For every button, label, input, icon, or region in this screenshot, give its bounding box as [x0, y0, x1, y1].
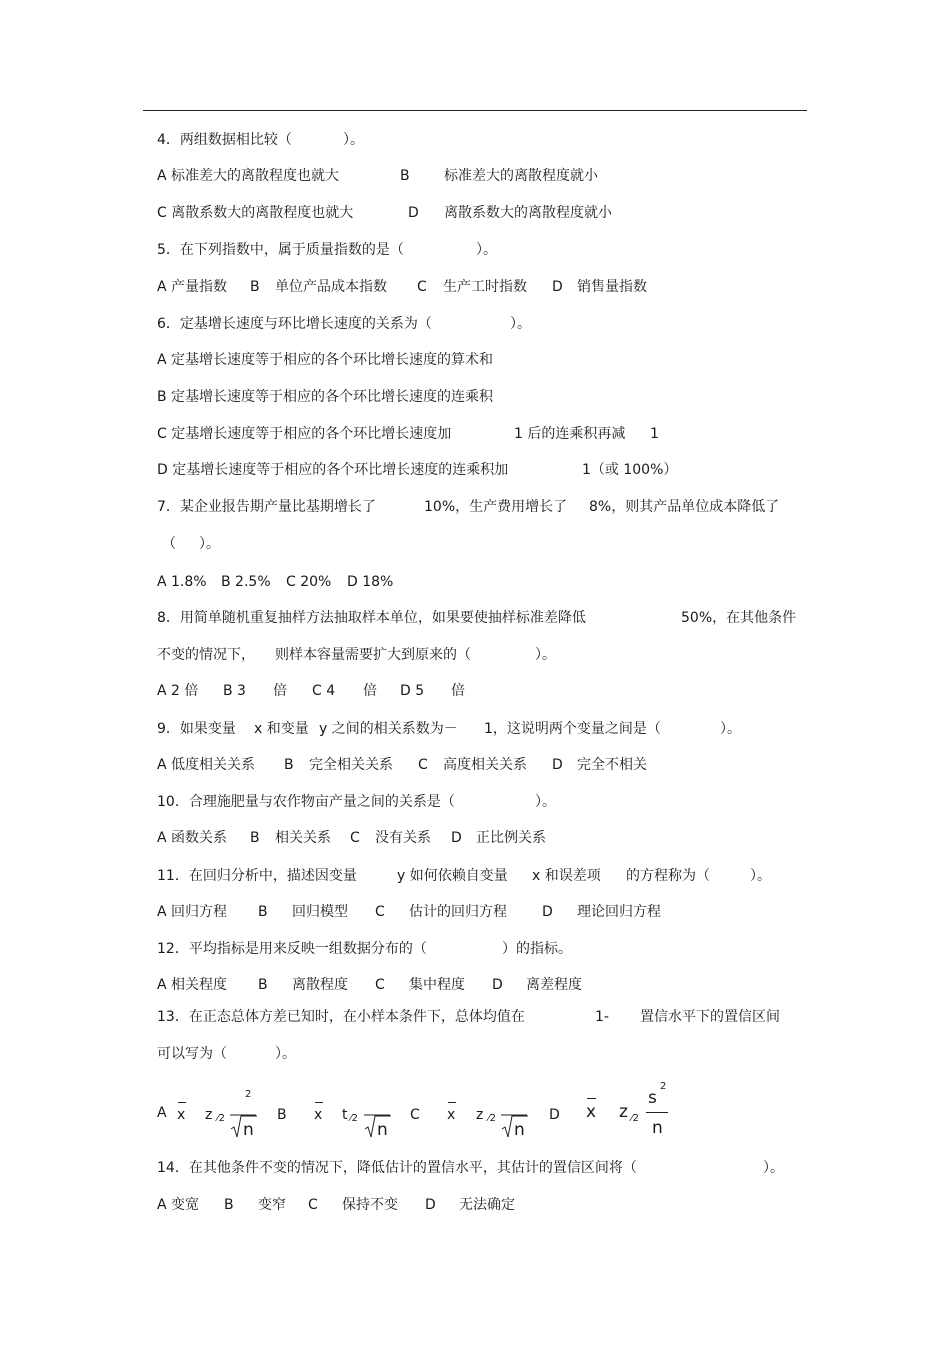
question-5-line-1-seg-0: A 产量指数	[157, 279, 228, 295]
question-10-line-1-seg-4: 没有关系	[375, 830, 431, 846]
question-11-line-1-seg-3: C	[375, 904, 385, 920]
option-c-z: z	[476, 1107, 484, 1123]
question-11-line-0-seg-0: 11．在回归分析中，描述因变量	[157, 868, 357, 884]
option-d-label: D	[549, 1107, 560, 1123]
question-4-line-1-seg-1: B	[400, 168, 410, 184]
fraction-bar	[646, 1112, 668, 1113]
question-11-line-1-seg-2: 回归模型	[292, 904, 348, 920]
question-13-line-0-seg-2: 置信水平下的置信区间	[640, 1009, 780, 1025]
question-13-line-0-seg-1: 1-	[595, 1009, 609, 1025]
question-6-line-4-seg-1: 1（或 100%）	[582, 462, 678, 478]
question-7-line-2-seg-2: C 20%	[286, 574, 332, 590]
question-8-line-0-seg-0: 8．用简单随机重复抽样方法抽取样本单位，如果要使抽样标准差降低	[157, 610, 586, 626]
question-8-line-2-seg-5: D 5	[400, 683, 425, 699]
question-4-line-1-seg-2: 标准差大的离散程度就小	[444, 168, 598, 184]
question-8-line-2-seg-3: C 4	[312, 683, 336, 699]
question-12-line-1-seg-1: B	[258, 977, 268, 993]
question-13-line-1-seg-1: ）。	[275, 1046, 296, 1062]
option-c-label: C	[410, 1107, 420, 1123]
question-9-line-0-seg-0: 9．如果变量	[157, 721, 236, 737]
question-5-line-0-seg-1: ）。	[476, 242, 497, 258]
question-10-line-1-seg-1: B	[250, 830, 260, 846]
question-8-line-2-seg-6: 倍	[451, 683, 465, 699]
question-5-line-0-seg-0: 5．在下列指数中，属于质量指数的是（	[157, 242, 404, 258]
xbar-overline	[178, 1102, 186, 1103]
question-12-line-1-seg-3: C	[375, 977, 385, 993]
question-10-line-0-seg-0: 10．合理施肥量与农作物亩产量之间的关系是（	[157, 794, 455, 810]
question-12-line-1-seg-5: D	[492, 977, 503, 993]
option-a-xbar: x	[177, 1107, 186, 1123]
question-7-line-2-seg-1: B 2.5%	[221, 574, 271, 590]
option-c-xbar: x	[447, 1107, 456, 1123]
question-9-line-1-seg-1: B	[284, 757, 294, 773]
question-8-line-2-seg-1: B 3	[223, 683, 246, 699]
option-d-sub: ⁄2	[631, 1113, 640, 1124]
question-14-line-1-seg-2: 变窄	[258, 1197, 286, 1213]
question-6-line-2-seg-0: B 定基增长速度等于相应的各个环比增长速度的连乘积	[157, 389, 494, 405]
question-7-line-1-seg-0: （	[162, 536, 176, 552]
question-7-line-0-seg-2: 8%，则其产品单位成本降低了	[589, 499, 780, 515]
question-10-line-1-seg-2: 相关关系	[275, 830, 331, 846]
question-12-line-1-seg-0: A 相关程度	[157, 977, 228, 993]
question-14-line-0-seg-1: ）。	[763, 1160, 784, 1176]
question-5-line-1-seg-3: C	[417, 279, 427, 295]
question-7-line-2-seg-3: D 18%	[347, 574, 394, 590]
question-5-line-1-seg-4: 生产工时指数	[443, 279, 527, 295]
question-9-line-0-seg-1: x 和变量	[254, 721, 309, 737]
question-11-line-0-seg-3: 的方程称为（	[626, 868, 710, 884]
question-5-line-1-seg-1: B	[250, 279, 260, 295]
question-8-line-1-seg-2: ）。	[535, 647, 556, 663]
question-9-line-1-seg-4: 高度相关关系	[443, 757, 527, 773]
question-12-line-1-seg-4: 集中程度	[409, 977, 465, 993]
question-11-line-1-seg-5: D	[542, 904, 553, 920]
question-4-line-2-seg-1: D	[408, 205, 419, 221]
question-14-line-1-seg-1: B	[224, 1197, 234, 1213]
question-6-line-1-seg-0: A 定基增长速度等于相应的各个环比增长速度的算术和	[157, 352, 494, 368]
option-b-t: t	[342, 1107, 348, 1123]
question-9-line-1-seg-5: D	[552, 757, 563, 773]
option-c-sub: ⁄2	[488, 1113, 497, 1124]
option-d-n: n	[652, 1118, 663, 1138]
xbar-overline	[315, 1102, 323, 1103]
question-6-line-3-seg-2: 1	[650, 426, 659, 442]
question-14-line-1-seg-3: C	[308, 1197, 318, 1213]
question-4-line-0-seg-1: ）。	[343, 132, 364, 148]
question-4-line-0-seg-0: 4．两组数据相比较（	[157, 132, 292, 148]
xbar-overline	[587, 1098, 596, 1099]
question-12-line-0-seg-1: ）的指标。	[502, 941, 572, 957]
question-8-line-2-seg-4: 倍	[363, 683, 377, 699]
question-10-line-0-seg-1: ）。	[535, 794, 556, 810]
question-9-line-1-seg-6: 完全不相关	[577, 757, 647, 773]
question-11-line-1-seg-1: B	[258, 904, 268, 920]
option-d-z: z	[619, 1102, 628, 1122]
question-6-line-4-seg-0: D 定基增长速度等于相应的各个环比增长速度的连乘积加	[157, 462, 509, 478]
question-7-line-2-seg-0: A 1.8%	[157, 574, 207, 590]
question-13-line-0-seg-0: 13．在正态总体方差已知时，在小样本条件下，总体均值在	[157, 1009, 525, 1025]
question-7-line-0-seg-0: 7．某企业报告期产量比基期增长了	[157, 499, 376, 515]
question-6-line-0-seg-0: 6．定基增长速度与环比增长速度的关系为（	[157, 316, 432, 332]
question-9-line-1-seg-0: A 低度相关关系	[157, 757, 256, 773]
question-5-line-1-seg-2: 单位产品成本指数	[275, 279, 387, 295]
question-4-line-1-seg-0: A 标准差大的离散程度也就大	[157, 168, 340, 184]
question-14-line-0-seg-0: 14．在其他条件不变的情况下，降低估计的置信水平，其估计的置信区间将（	[157, 1160, 637, 1176]
option-a-n: n	[243, 1120, 254, 1140]
question-11-line-1-seg-0: A 回归方程	[157, 904, 228, 920]
question-6-line-0-seg-1: ）。	[510, 316, 531, 332]
header-rule	[143, 110, 807, 111]
question-11-line-1-seg-4: 估计的回归方程	[409, 904, 507, 920]
question-8-line-1-seg-1: 则样本容量需要扩大到原来的（	[275, 647, 471, 663]
question-8-line-1-seg-0: 不变的情况下，	[157, 647, 255, 663]
question-5-line-1-seg-6: 销售量指数	[577, 279, 647, 295]
question-9-line-0-seg-3: 1，这说明两个变量之间是（	[484, 721, 661, 737]
question-8-line-2-seg-2: 倍	[273, 683, 287, 699]
question-4-line-2-seg-0: C 离散系数大的离散程度也就大	[157, 205, 354, 221]
question-4-line-2-seg-2: 离散系数大的离散程度就小	[444, 205, 612, 221]
question-14-line-1-seg-6: 无法确定	[459, 1197, 515, 1213]
question-11-line-1-seg-6: 理论回归方程	[577, 904, 661, 920]
question-12-line-0-seg-0: 12．平均指标是用来反映一组数据分布的（	[157, 941, 427, 957]
question-8-line-2-seg-0: A 2 倍	[157, 683, 199, 699]
option-a-sub: ⁄2	[217, 1113, 226, 1124]
option-b-sub: ⁄2	[350, 1113, 359, 1124]
question-6-line-3-seg-1: 1 后的连乘积再减	[514, 426, 626, 442]
option-b-n: n	[377, 1120, 388, 1140]
question-11-line-0-seg-1: y 如何依赖自变量	[397, 868, 508, 884]
question-10-line-1-seg-5: D	[451, 830, 462, 846]
question-14-line-1-seg-5: D	[425, 1197, 436, 1213]
option-a-label: A	[157, 1105, 167, 1121]
question-7-line-1-seg-1: ）。	[199, 536, 220, 552]
option-b-xbar: x	[314, 1107, 323, 1123]
question-10-line-1-seg-6: 正比例关系	[476, 830, 546, 846]
question-12-line-1-seg-6: 离差程度	[526, 977, 582, 993]
xbar-overline	[448, 1102, 456, 1103]
question-12-line-1-seg-2: 离散程度	[292, 977, 348, 993]
option-a-sup: 2	[245, 1089, 252, 1100]
option-a-z: z	[205, 1107, 213, 1123]
question-14-line-1-seg-0: A 变宽	[157, 1197, 200, 1213]
question-7-line-0-seg-1: 10%，生产费用增长了	[424, 499, 568, 515]
question-9-line-0-seg-2: y 之间的相关系数为－	[319, 721, 458, 737]
question-9-line-0-seg-4: ）。	[720, 721, 741, 737]
question-6-line-3-seg-0: C 定基增长速度等于相应的各个环比增长速度加	[157, 426, 452, 442]
option-d-sup: 2	[660, 1081, 667, 1092]
question-11-line-0-seg-4: ）。	[750, 868, 771, 884]
question-9-line-1-seg-2: 完全相关关系	[309, 757, 393, 773]
question-10-line-1-seg-3: C	[350, 830, 360, 846]
option-b-label: B	[277, 1107, 287, 1123]
question-8-line-0-seg-1: 50%，在其他条件	[681, 610, 797, 626]
question-9-line-1-seg-3: C	[418, 757, 428, 773]
question-5-line-1-seg-5: D	[552, 279, 563, 295]
option-c-n: n	[514, 1120, 525, 1140]
option-d-xbar: x	[586, 1102, 597, 1122]
option-d-s: s	[648, 1088, 657, 1108]
question-10-line-1-seg-0: A 函数关系	[157, 830, 228, 846]
question-14-line-1-seg-4: 保持不变	[342, 1197, 398, 1213]
question-13-line-1-seg-0: 可以写为（	[157, 1046, 227, 1062]
question-11-line-0-seg-2: x 和误差项	[532, 868, 601, 884]
